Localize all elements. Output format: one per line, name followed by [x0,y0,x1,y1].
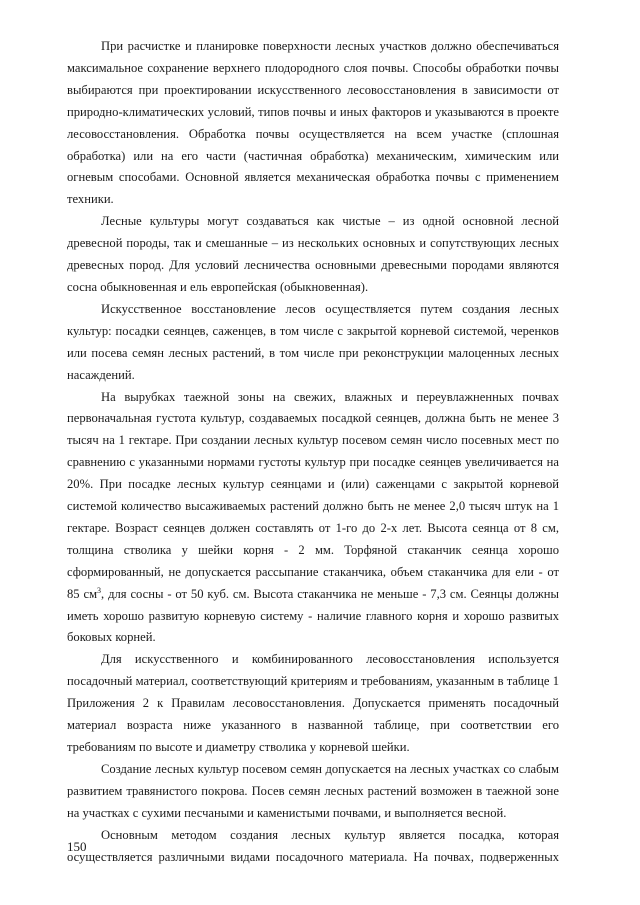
paragraph-artificial-restoration: Искусственное восстановление лесов осуществляется путем создания лесных культур: посадки сеянцев, саженцев, в том числе с закрытой корневой системой, черенков или посева семян лесных растений, в том числе при реконструкции малоценных лесных насаждений. [67,301,559,382]
paragraph-main-method: Основным методом создания лесных культур является посадка, которая осуществляется различными видами посадочного материала. На почвах, подверженных [67,827,559,864]
planting-density-text-part1: На вырубках таежной зоны на свежих, влажных и переувлажненных почвах первоначальная густота культур, создаваемых посадкой сеянцев, должна быть не менее 3 тысяч на 1 гектаре. При создании лесных культур посевом семян число посевных мест по сравнению с указанными нормами густоты культур при посадке сеянцев увеличивается на 20%. При посадке лесных культур сеянцами и (или) саженцами с закрытой корневой системой количество высаживаемых растений должно быть не менее 2,0 тысяч штук на 1 гектаре. Возраст сеянцев должен составлять от 1-го до 2-х лет. Высота сеянца от 8 см, толщина стволика у шейки корня - 2 мм. Торфяной стаканчик сеянца хорошо сформированный, не допускается рассыпание стаканчика, объем стаканчика для ели - от 85 см [67,389,559,601]
paragraph-planting-density [67,387,559,650]
cubic-superscript: 3 [97,585,102,595]
document-page [67,36,559,868]
paragraph-soil-preparation: При расчистке и планировке поверхности лесных участков должно обеспечиваться максимальное сохранение верхнего плодородного слоя почвы. Способы обработки почвы выбираются при проектировании искусственного лесовосстановления в зависимости от природно-климатических условий, типов почвы и иных факторов и указываются в проекте лесовосстановления. Обработка почвы осуществляется на всем участке (сплошная обработка) или на его части (частичная обработка) механическим, химическим или огневым способами. Основной является механическая обработка почвы с применением техники. [67,39,559,207]
paragraph-forest-cultures-types: Лесные культуры могут создаваться как чистые – из одной основной лесной древесной породы, так и смешанные – из нескольких основных и сопутствующих лесных древесных пород. Для условий лесничества основными древесными породами являются сосна обыкновенная и ель европейская (обыкновенная). [67,214,559,294]
paragraph-seed-sowing: Создание лесных культур посевом семян допускается на лесных участках со слабым развитием травянистого покрова. Посев семян лесных растений возможен в таежной зоне на участках с сухими песчаными и каменистыми почвами, и выполняется весной. [67,761,559,820]
paragraph-planting-material: Для искусственного и комбинированного лесовосстановления используется посадочный материал, соответствующий критериям и требованиям, указанным в таблице 1 Приложения 2 к Правилам лесовосстановления. Допускается применять посадочный материал возраста ниже указанного в названной таблице, при соответствии его требованиям по высоте и диаметру стволика у корневой шейки. [67,652,559,754]
page-number: 150 [67,839,87,854]
planting-density-text-part2: , для сосны - от 50 куб. см. Высота стаканчика не меньше - 7,3 см. Сеянцы должны иметь хорошо развитую корневую систему - наличие главного корня и хорошо развитых боковых корней. [67,586,559,645]
